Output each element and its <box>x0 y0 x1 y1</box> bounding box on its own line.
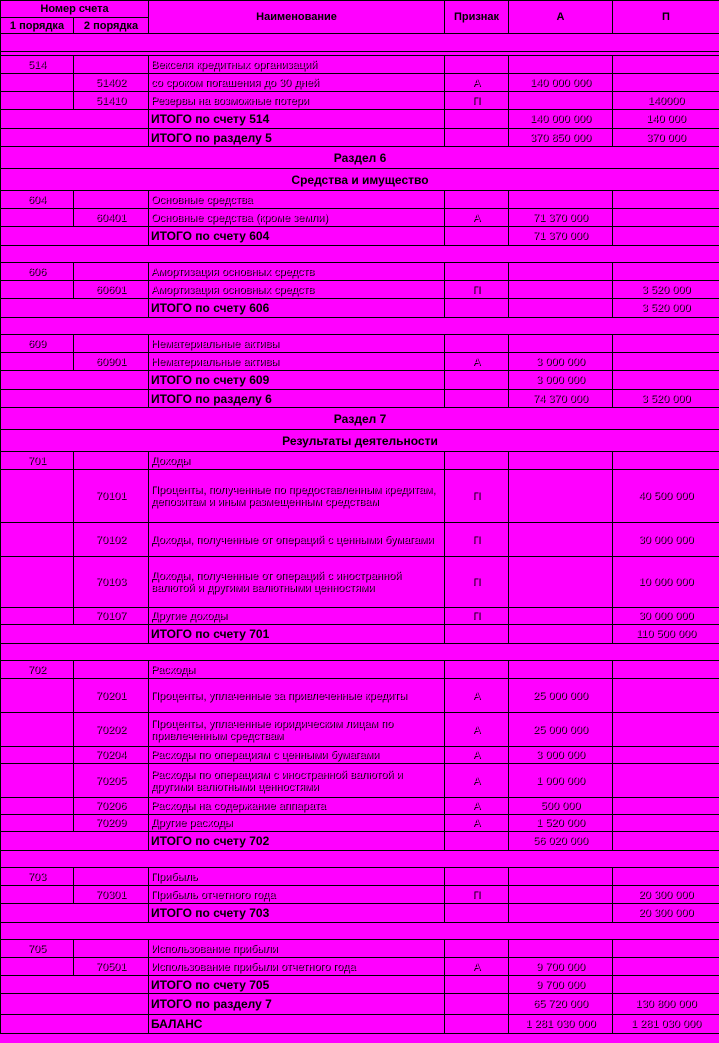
empty-cell <box>1 227 149 246</box>
account-order1 <box>1 815 74 832</box>
total-row <box>1 1015 719 1034</box>
amount-a <box>509 557 613 608</box>
account-name: Нематериальные активы <box>149 353 445 371</box>
empty-cell <box>1 904 149 923</box>
account-sign: П <box>445 886 509 904</box>
empty-cell <box>445 390 509 408</box>
account-order1 <box>1 747 74 764</box>
spacer-cell <box>1 851 719 868</box>
total-row <box>1 994 719 1015</box>
amount-a: 9 700 000 <box>509 958 613 976</box>
account-sign <box>445 868 509 886</box>
empty-cell <box>1 625 149 644</box>
table-row <box>1 56 719 74</box>
empty-cell <box>445 227 509 246</box>
table-row <box>1 335 719 353</box>
amount-p: 140000 <box>613 92 719 110</box>
amount-p <box>613 958 719 976</box>
account-name: Доходы, полученные от операций с ценными бумагами <box>149 523 445 557</box>
account-order1: 703 <box>1 868 74 886</box>
amount-p <box>613 335 719 353</box>
table-row <box>1 523 719 557</box>
amount-a: 1 281 030 000 <box>509 1015 613 1034</box>
amount-p <box>613 74 719 92</box>
amount-p <box>613 713 719 747</box>
account-order1 <box>1 92 74 110</box>
account-order1: 702 <box>1 661 74 679</box>
account-sign: А <box>445 74 509 92</box>
account-sign: П <box>445 608 509 625</box>
amount-p: 140 000 <box>613 110 719 129</box>
amount-a: 9 700 000 <box>509 976 613 994</box>
amount-a: 3 000 000 <box>509 747 613 764</box>
header-a: А <box>509 1 613 34</box>
account-sign: П <box>445 557 509 608</box>
account-sign: А <box>445 764 509 798</box>
table-row <box>1 263 719 281</box>
account-order2: 70103 <box>74 557 149 608</box>
amount-p <box>613 798 719 815</box>
account-order2: 70209 <box>74 815 149 832</box>
total-label: ИТОГО по счету 514 <box>149 110 445 129</box>
account-order2: 70501 <box>74 958 149 976</box>
empty-cell <box>1 129 149 147</box>
account-sign <box>445 452 509 470</box>
table-row <box>1 661 719 679</box>
account-order2 <box>74 940 149 958</box>
amount-p <box>613 832 719 851</box>
account-sign: А <box>445 798 509 815</box>
spacer-row <box>1 851 719 868</box>
account-order2: 70205 <box>74 764 149 798</box>
account-name: Использование прибыли отчетного года <box>149 958 445 976</box>
account-sign: А <box>445 209 509 227</box>
account-sign <box>445 263 509 281</box>
account-order1 <box>1 764 74 798</box>
section-row <box>1 408 719 430</box>
empty-cell <box>1 110 149 129</box>
amount-p: 20 300 000 <box>613 886 719 904</box>
amount-a <box>509 281 613 299</box>
account-order1 <box>1 353 74 371</box>
header-account-number: Номер счета <box>1 1 149 18</box>
amount-a: 25 000 000 <box>509 679 613 713</box>
amount-a <box>509 92 613 110</box>
account-sign: А <box>445 353 509 371</box>
amount-p <box>613 452 719 470</box>
amount-a <box>509 452 613 470</box>
account-order1 <box>1 886 74 904</box>
spacer-cell <box>1 318 719 335</box>
table-row <box>1 191 719 209</box>
total-label: ИТОГО по счету 702 <box>149 832 445 851</box>
spacer-row <box>1 318 719 335</box>
empty-cell <box>1 299 149 318</box>
total-label: ИТОГО по счету 604 <box>149 227 445 246</box>
amount-a <box>509 886 613 904</box>
total-row <box>1 390 719 408</box>
amount-p <box>613 209 719 227</box>
table-row <box>1 747 719 764</box>
account-order2: 51402 <box>74 74 149 92</box>
amount-p <box>613 868 719 886</box>
amount-p <box>613 815 719 832</box>
section-row <box>1 430 719 452</box>
account-order2 <box>74 335 149 353</box>
empty-cell <box>1 976 149 994</box>
total-row <box>1 129 719 147</box>
table-row <box>1 868 719 886</box>
account-name: Использование прибыли <box>149 940 445 958</box>
table-row <box>1 452 719 470</box>
amount-p: 30 000 000 <box>613 523 719 557</box>
account-order2: 60601 <box>74 281 149 299</box>
account-order2: 70101 <box>74 470 149 523</box>
total-label: ИТОГО по счету 705 <box>149 976 445 994</box>
account-order2: 70102 <box>74 523 149 557</box>
total-label: ИТОГО по счету 703 <box>149 904 445 923</box>
spacer-cell <box>1 644 719 661</box>
account-order1: 604 <box>1 191 74 209</box>
section-title: Раздел 6 <box>1 147 719 169</box>
total-label: ИТОГО по счету 606 <box>149 299 445 318</box>
account-order2 <box>74 56 149 74</box>
account-name: Расходы <box>149 661 445 679</box>
amount-p: 110 500 000 <box>613 625 719 644</box>
account-name: Нематериальные активы <box>149 335 445 353</box>
account-order2: 70206 <box>74 798 149 815</box>
account-name: Другие расходы <box>149 815 445 832</box>
account-sign <box>445 191 509 209</box>
amount-p <box>613 371 719 390</box>
account-order1 <box>1 608 74 625</box>
section-row <box>1 147 719 169</box>
account-name: Расходы по операциям с иностранной валютой и другими валютными ценностями <box>149 764 445 798</box>
account-name: Расходы по операциям с ценными бумагами <box>149 747 445 764</box>
amount-a: 140 000 000 <box>509 110 613 129</box>
table-row <box>1 713 719 747</box>
spacer-cell <box>1 34 719 52</box>
account-order1 <box>1 281 74 299</box>
account-name: Прибыль <box>149 868 445 886</box>
header-order1: 1 порядка <box>1 18 74 34</box>
amount-p <box>613 747 719 764</box>
amount-p: 30 000 000 <box>613 608 719 625</box>
empty-cell <box>1 390 149 408</box>
empty-cell <box>445 1015 509 1034</box>
account-order1 <box>1 523 74 557</box>
header-p: П <box>613 1 719 34</box>
total-label: ИТОГО по разделу 5 <box>149 129 445 147</box>
amount-a <box>509 263 613 281</box>
account-sign <box>445 661 509 679</box>
amount-a: 25 000 000 <box>509 713 613 747</box>
amount-p: 3 520 000 <box>613 299 719 318</box>
empty-cell <box>445 371 509 390</box>
amount-p <box>613 353 719 371</box>
amount-a <box>509 868 613 886</box>
amount-a <box>509 523 613 557</box>
total-label: ИТОГО по разделу 7 <box>149 994 445 1015</box>
amount-a: 74 370 000 <box>509 390 613 408</box>
amount-a: 3 000 000 <box>509 353 613 371</box>
table-row <box>1 940 719 958</box>
amount-a <box>509 299 613 318</box>
account-name: Прибыль отчетного года <box>149 886 445 904</box>
account-order1: 609 <box>1 335 74 353</box>
table-body <box>1 34 719 1034</box>
table-row <box>1 798 719 815</box>
amount-p <box>613 661 719 679</box>
account-name: Амортизация основных средств <box>149 263 445 281</box>
empty-cell <box>445 625 509 644</box>
account-name: Доходы, полученные от операций с иностранной валютой и другими валютными ценностями <box>149 557 445 608</box>
account-order1 <box>1 679 74 713</box>
amount-p: 10 000 000 <box>613 557 719 608</box>
account-order1 <box>1 557 74 608</box>
header-sign: Признак <box>445 1 509 34</box>
spacer-row <box>1 246 719 263</box>
account-sign: А <box>445 679 509 713</box>
account-order2 <box>74 661 149 679</box>
spacer-row <box>1 644 719 661</box>
amount-a <box>509 191 613 209</box>
amount-p: 1 281 030 000 <box>613 1015 719 1034</box>
amount-a: 1 000 000 <box>509 764 613 798</box>
account-name: Проценты, уплаченные за привлеченные кредиты <box>149 679 445 713</box>
amount-p: 3 520 000 <box>613 390 719 408</box>
table-row <box>1 958 719 976</box>
total-label: ИТОГО по счету 701 <box>149 625 445 644</box>
total-row <box>1 227 719 246</box>
amount-a <box>509 470 613 523</box>
header-name: Наименование <box>149 1 445 34</box>
account-sign: П <box>445 523 509 557</box>
account-sign <box>445 56 509 74</box>
total-label: БАЛАНС <box>149 1015 445 1034</box>
account-order2: 60901 <box>74 353 149 371</box>
account-order1: 705 <box>1 940 74 958</box>
table-row <box>1 886 719 904</box>
total-row <box>1 371 719 390</box>
amount-p: 20 300 000 <box>613 904 719 923</box>
header-row-1 <box>1 1 719 18</box>
account-name: Амортизация основных средств <box>149 281 445 299</box>
empty-cell <box>1 994 149 1015</box>
account-name: Расходы на содержание аппарата <box>149 798 445 815</box>
amount-a: 71 370 000 <box>509 209 613 227</box>
total-row <box>1 110 719 129</box>
spacer-row <box>1 34 719 52</box>
amount-a <box>509 625 613 644</box>
account-name: Проценты, уплаченные юридическим лицам по привлеченным средствам <box>149 713 445 747</box>
account-sign: П <box>445 281 509 299</box>
account-sign: П <box>445 92 509 110</box>
account-sign: А <box>445 815 509 832</box>
amount-a: 71 370 000 <box>509 227 613 246</box>
total-row <box>1 625 719 644</box>
account-order1 <box>1 958 74 976</box>
amount-p: 130 800 000 <box>613 994 719 1015</box>
account-sign <box>445 940 509 958</box>
account-order1 <box>1 798 74 815</box>
account-name: Проценты, полученные по предоставленным кредитам, депозитам и иным размещенным средствам <box>149 470 445 523</box>
empty-cell <box>445 299 509 318</box>
account-sign: А <box>445 958 509 976</box>
total-row <box>1 832 719 851</box>
account-sign: А <box>445 747 509 764</box>
account-order1 <box>1 470 74 523</box>
amount-a <box>509 940 613 958</box>
amount-p <box>613 940 719 958</box>
account-name: Другие доходы <box>149 608 445 625</box>
section-title: Раздел 7 <box>1 408 719 430</box>
amount-p <box>613 679 719 713</box>
amount-p: 40 500 000 <box>613 470 719 523</box>
account-order2: 51410 <box>74 92 149 110</box>
amount-a: 3 000 000 <box>509 371 613 390</box>
table-row <box>1 281 719 299</box>
account-order1 <box>1 209 74 227</box>
amount-p <box>613 56 719 74</box>
empty-cell <box>1 371 149 390</box>
amount-a: 1 520 000 <box>509 815 613 832</box>
header-order2: 2 порядка <box>74 18 149 34</box>
account-name: Доходы <box>149 452 445 470</box>
amount-a <box>509 56 613 74</box>
account-order2: 70201 <box>74 679 149 713</box>
total-label: ИТОГО по разделу 6 <box>149 390 445 408</box>
account-name: Основные средства <box>149 191 445 209</box>
account-order2: 70204 <box>74 747 149 764</box>
table-row <box>1 764 719 798</box>
spacer-row <box>1 923 719 940</box>
amount-p: 3 520 000 <box>613 281 719 299</box>
account-name: Векселя кредитных организаций <box>149 56 445 74</box>
total-row <box>1 299 719 318</box>
amount-a: 65 720 000 <box>509 994 613 1015</box>
amount-a: 370 850 000 <box>509 129 613 147</box>
empty-cell <box>445 832 509 851</box>
table-row <box>1 608 719 625</box>
account-order1: 606 <box>1 263 74 281</box>
empty-cell <box>445 110 509 129</box>
account-order2: 70301 <box>74 886 149 904</box>
account-name: со сроком погашения до 30 дней <box>149 74 445 92</box>
account-sign: А <box>445 713 509 747</box>
account-order1: 514 <box>1 56 74 74</box>
table-row <box>1 815 719 832</box>
section-row <box>1 169 719 191</box>
spacer-cell <box>1 923 719 940</box>
account-sign: П <box>445 470 509 523</box>
account-order2 <box>74 452 149 470</box>
amount-a <box>509 608 613 625</box>
amount-p <box>613 227 719 246</box>
table-row <box>1 209 719 227</box>
amount-a <box>509 335 613 353</box>
empty-cell <box>445 904 509 923</box>
account-order1 <box>1 713 74 747</box>
section-title: Средства и имущество <box>1 169 719 191</box>
table-row <box>1 353 719 371</box>
account-name: Резервы на возможные потери <box>149 92 445 110</box>
amount-a <box>509 661 613 679</box>
account-order1: 701 <box>1 452 74 470</box>
table-row <box>1 557 719 608</box>
amount-a <box>509 904 613 923</box>
empty-cell <box>445 129 509 147</box>
account-order2 <box>74 191 149 209</box>
amount-p <box>613 764 719 798</box>
account-order2: 70107 <box>74 608 149 625</box>
table-row <box>1 679 719 713</box>
account-order2: 60401 <box>74 209 149 227</box>
total-label: ИТОГО по счету 609 <box>149 371 445 390</box>
table-row <box>1 74 719 92</box>
account-sign <box>445 335 509 353</box>
amount-p: 370 000 <box>613 129 719 147</box>
amount-p <box>613 976 719 994</box>
amount-p <box>613 263 719 281</box>
account-order2 <box>74 263 149 281</box>
amount-a: 140 000 000 <box>509 74 613 92</box>
spacer-cell <box>1 246 719 263</box>
empty-cell <box>1 832 149 851</box>
total-row <box>1 976 719 994</box>
total-row <box>1 904 719 923</box>
account-order2: 70202 <box>74 713 149 747</box>
section-title: Результаты деятельности <box>1 430 719 452</box>
empty-cell <box>445 976 509 994</box>
empty-cell <box>445 994 509 1015</box>
amount-a: 56 020 000 <box>509 832 613 851</box>
table-row <box>1 470 719 523</box>
table-row <box>1 92 719 110</box>
amount-p <box>613 191 719 209</box>
account-order1 <box>1 74 74 92</box>
empty-cell <box>1 1015 149 1034</box>
account-order2 <box>74 868 149 886</box>
amount-a: 500 000 <box>509 798 613 815</box>
account-name: Основные средства (кроме земли) <box>149 209 445 227</box>
